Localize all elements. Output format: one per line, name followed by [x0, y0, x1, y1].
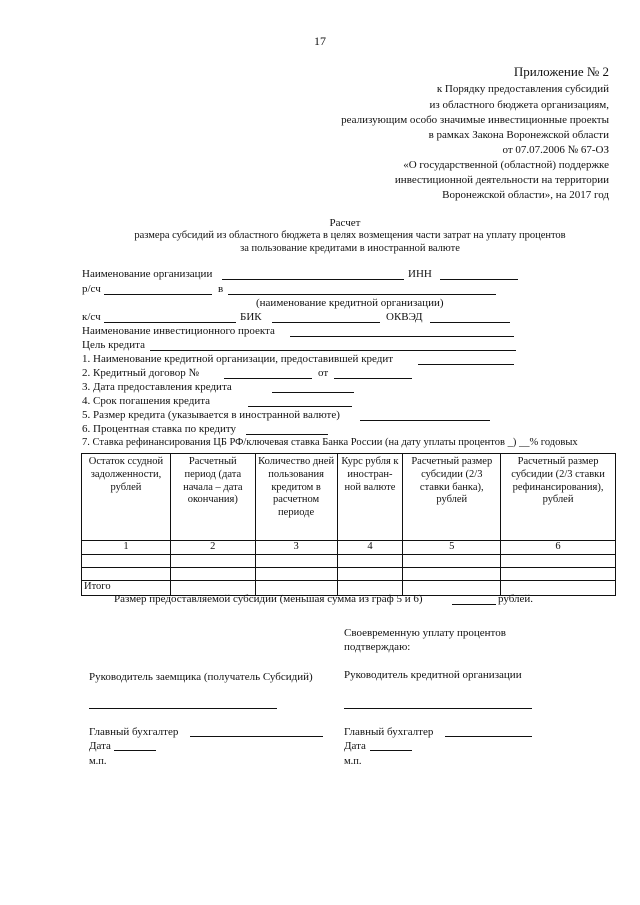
- project-name-label: Наименование инвестиционного проекта: [82, 325, 275, 337]
- table-cell: [170, 554, 255, 567]
- column-header: Расчетный размер субсидии (2/3 ставки рефинансирования), рублей: [501, 454, 616, 541]
- borrower-head-label: Руководитель заемщика (получатель Субсидий): [89, 671, 313, 683]
- column-header: Остаток ссудной задолженности, рублей: [82, 454, 171, 541]
- appendix-title: Приложение № 2: [513, 64, 609, 79]
- table-cell: [501, 554, 616, 567]
- credit-purpose-label: Цель кредита: [82, 339, 145, 351]
- inn-label: ИНН: [408, 268, 432, 280]
- document-subtitle-line1: размера субсидий из областного бюджета в целях возмещения части затрат на уплату процентов: [134, 230, 566, 241]
- appendix-line: к Порядку предоставления субсидий: [436, 83, 609, 95]
- column-header: Курс рубля к иностран-ной валюте: [337, 454, 403, 541]
- okved-line: [430, 322, 510, 323]
- column-header: Расчетный период (дата начала – дата окончания): [170, 454, 255, 541]
- bank-caption: (наименование кредитной организации): [256, 297, 444, 309]
- bank-stamp-label: м.п.: [344, 756, 362, 767]
- borrower-stamp-label: м.п.: [89, 756, 107, 767]
- table-cell: [255, 554, 337, 567]
- table-cell: [337, 567, 403, 580]
- item-6-line: [246, 434, 328, 435]
- okved-label: ОКВЭД: [386, 311, 423, 323]
- item-4-line: [248, 406, 352, 407]
- table-cell: [501, 567, 616, 580]
- appendix-line: от 07.07.2006 № 67-ОЗ: [502, 144, 609, 156]
- bank-date-label: Дата: [344, 740, 366, 752]
- table-cell: [82, 567, 171, 580]
- table-header-row: [82, 454, 616, 541]
- borrower-accountant-line: [190, 736, 323, 737]
- confirm-line-2: подтверждаю:: [344, 641, 411, 653]
- in-label: в: [218, 283, 224, 295]
- table-cell: [170, 567, 255, 580]
- bank-accountant-label: Главный бухгалтер: [344, 726, 434, 738]
- bank-line: [228, 294, 496, 295]
- table-cell: [255, 567, 337, 580]
- borrower-date-label: Дата: [89, 740, 111, 752]
- org-name-line: [222, 279, 404, 280]
- item-5: 5. Размер кредита (указывается в иностранной валюте): [82, 409, 340, 421]
- subsidy-calculation-table: [81, 453, 616, 596]
- credit-purpose-line: [150, 350, 516, 351]
- confirm-line-1: Своевременную уплату процентов: [344, 627, 506, 639]
- appendix-line: Воронежской области», на 2017 год: [442, 189, 609, 201]
- account-line: [104, 294, 212, 295]
- item-2: 2. Кредитный договор №: [82, 367, 199, 379]
- item-6: 6. Процентная ставка по кредиту: [82, 423, 237, 435]
- subsidy-amount-suffix: рублей.: [498, 593, 534, 605]
- item-4: 4. Срок погашения кредита: [82, 395, 211, 407]
- column-number: 5: [403, 541, 501, 555]
- subsidy-amount-prefix: Размер предоставляемой субсидии (меньшая сумма из граф 5 и 6): [114, 593, 423, 605]
- borrower-head-signature-line: [89, 708, 277, 709]
- borrower-accountant-label: Главный бухгалтер: [89, 726, 179, 738]
- project-name-line: [290, 336, 514, 337]
- column-number: 2: [170, 541, 255, 555]
- table-cell: [337, 554, 403, 567]
- appendix-line: из областного бюджета организациям,: [429, 99, 609, 111]
- subsidy-amount-line: [452, 604, 496, 605]
- column-header: Расчетный размер субсидии (2/3 ставки банка), рублей: [403, 454, 501, 541]
- column-number: 6: [501, 541, 616, 555]
- corr-account-label: к/сч: [82, 311, 101, 323]
- appendix-line: в рамках Закона Воронежской области: [428, 129, 609, 141]
- inn-line: [440, 279, 518, 280]
- item-5-line: [360, 420, 490, 421]
- org-name-label: Наименование организации: [82, 268, 213, 280]
- bik-label: БИК: [240, 311, 262, 323]
- column-number-row: [82, 541, 616, 555]
- table-row: [82, 554, 616, 567]
- account-label: р/сч: [82, 283, 101, 295]
- item-2-date-line: [334, 378, 412, 379]
- item-1-line: [418, 364, 514, 365]
- document-subtitle-line2: за пользование кредитами в иностранной валюте: [240, 243, 460, 254]
- item-3: 3. Дата предоставления кредита: [82, 381, 232, 393]
- bank-head-signature-line: [344, 708, 532, 709]
- bank-head-label: Руководитель кредитной организации: [344, 669, 522, 681]
- page-number: 17: [314, 34, 326, 48]
- borrower-date-line: [114, 750, 156, 751]
- total-label: Итого: [82, 580, 171, 595]
- column-header: Количество дней пользования кредитом в расчетном периоде: [255, 454, 337, 541]
- table-cell: [82, 554, 171, 567]
- column-number: 3: [255, 541, 337, 555]
- table-cell: [403, 554, 501, 567]
- item-7: 7. Ставка рефинансирования ЦБ РФ/ключевая ставка Банка России (на дату уплаты процентов _) __% годовых: [82, 437, 578, 448]
- bank-date-line: [370, 750, 412, 751]
- appendix-line: инвестиционной деятельности на территории: [394, 174, 609, 186]
- bank-accountant-line: [445, 736, 532, 737]
- item-2-number-line: [224, 378, 312, 379]
- table-cell: [403, 567, 501, 580]
- item-3-line: [272, 392, 354, 393]
- item-1: 1. Наименование кредитной организации, предоставившей кредит: [82, 353, 394, 365]
- column-number: 1: [82, 541, 171, 555]
- document-title: Расчет: [329, 217, 361, 229]
- column-number: 4: [337, 541, 403, 555]
- bik-line: [272, 322, 380, 323]
- appendix-line: «О государственной (областной) поддержке: [403, 159, 609, 171]
- corr-account-line: [104, 322, 236, 323]
- table-row: [82, 567, 616, 580]
- appendix-line: реализующим особо значимые инвестиционные проекты: [341, 114, 609, 126]
- item-2-from: от: [318, 367, 329, 379]
